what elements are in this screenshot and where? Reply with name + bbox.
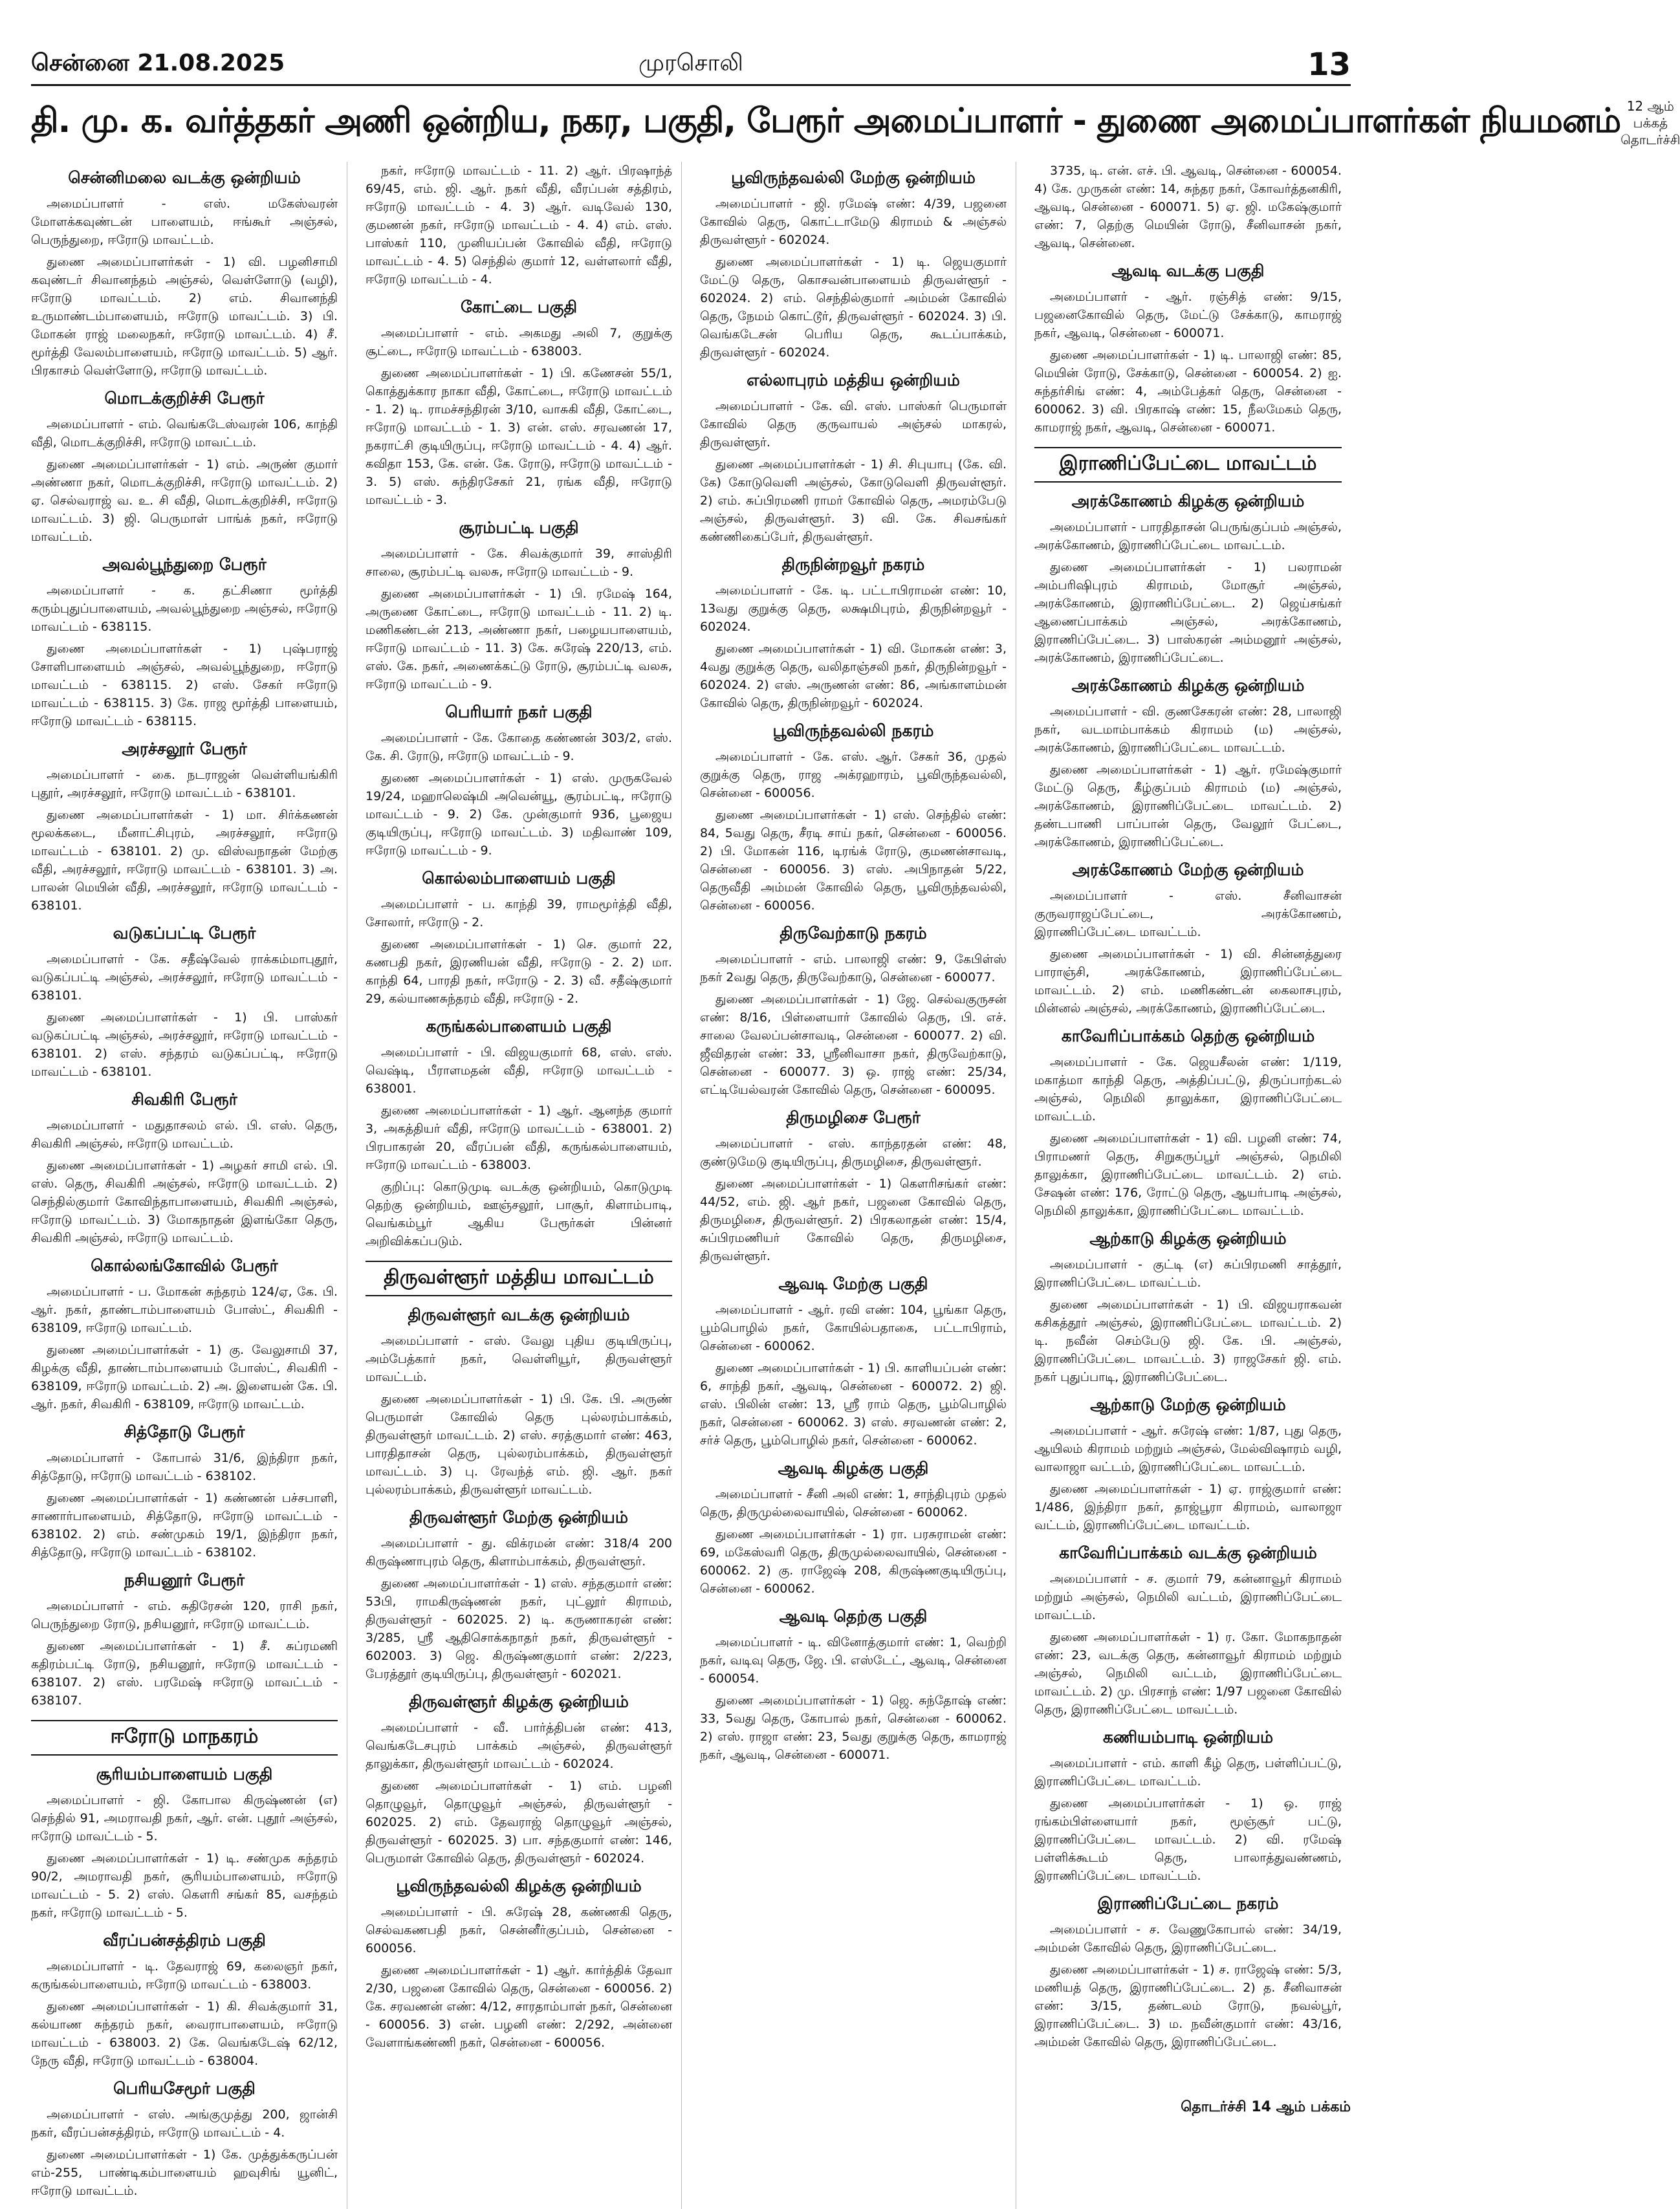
section	[1034, 492, 1342, 667]
section-heading: ஆவடி மேற்கு பகுதி	[778, 1274, 928, 1293]
section-heading: வீரப்பன்சத்திரம் பகுதி	[103, 1931, 266, 1950]
section-heading: சென்னிமலை வடக்கு ஒன்றியம்	[68, 168, 301, 187]
paragraph: துணை அமைப்பாளர்கள் - 1) செ. குமார் 22, கணபதி நகர், இரணியன் வீதி, ஈரோடு - 2. 2) மா. காந்தி 64, பாரதி நகர், ஈரோடு - 2. 3) வீ. சதீஷ்குமார் 29, கல்யாணசுந்தரம் வீதி, ஈரோடு - 2.	[365, 937, 672, 1006]
paragraph: அமைப்பாளர் - கே. வி. எஸ். பாஸ்கர் பெருமாள் கோவில் தெரு குருவாயல் அஞ்சல் மாகரல், திருவள்ளூர்.	[700, 399, 1007, 450]
section	[365, 162, 672, 288]
masthead	[31, 45, 1351, 86]
paragraph: துணை அமைப்பாளர்கள் - 1) ச. ராஜேஷ் எண்: 5/3, மணியத் தெரு, இராணிப்பேட்டை. 2) த. சீனிவாசன் எண்: 3/15, தண்டலம் ரோடு, நவல்பூர், இராணிப்பேட்டை. 3) ம. நவீன்குமார் எண்: 43/16, அம்மன் கோவில் தெரு, இராணிப்பேட்டை.	[1034, 1963, 1342, 2049]
paragraph: அமைப்பாளர் - ப. காந்தி 39, ராமமூர்த்தி வீதி, சோலார், ஈரோடு - 2.	[365, 897, 672, 930]
section-heading: ஆவடி தெற்கு பகுதி	[779, 1607, 928, 1626]
section	[1034, 447, 1342, 483]
paragraph: துணை அமைப்பாளர்கள் - 1) வி. பழனிசாமி கவுண்டர் சிவானந்தம் அஞ்சல், வெள்ளோடு (வழி), ஈரோடு மாவட்டம். 2) எம். சிவானந்தி உருமாண்டம்பாளையம், ஈரோடு மாவட்டம். 3) பி. மோகன் ராஜ் மலைநகர், ஈரோடு மாவட்டம். 4) சீ. மூர்த்தி வேலம்பாளையம், ஈரோடு மாவட்டம். 5) ஆர். பிரகாசம் வெள்ளோடு, ஈரோடு மாவட்டம்.	[31, 255, 338, 378]
paragraph: துணை அமைப்பாளர்கள் - 1) எம். பழனி தொழுவூர், தொழுவூர் அஞ்சல், திருவள்ளூர் - 602025. 2) எம். தேவராஜ் தொழுவூர் அஞ்சல், திருவள்ளூர் - 602025. 3) பா. சந்தகுமார் எண்: 146, பெருமாள் கோவில் தெரு, திருவள்ளூர் - 602024.	[365, 1779, 672, 1866]
paragraph: துணை அமைப்பாளர்கள் - 1) கி. சிவக்குமார் 31, கல்யாண சுந்தரம் நகர், வைராபாளையம், ஈரோடு மாவட்டம் - 638003. 2) கே. வெங்கடேஷ் 62/12, நேரு வீதி, ஈரோடு மாவட்டம் - 638004.	[31, 1999, 338, 2068]
paragraph: அமைப்பாளர் - ச. குமார் 79, கன்னாவூர் கிராமம் மற்றும் அஞ்சல், நெமிலி வட்டம், இராணிப்பேட்டை மாவட்டம்.	[1034, 1572, 1342, 1622]
section-heading: ஆற்காடு கிழக்கு ஒன்றியம்	[1089, 1229, 1287, 1248]
paragraph: துணை அமைப்பாளர்கள் - 1) ஆர். ஆனந்த குமார் 3, அகத்தியர் வீதி, ஈரோடு மாவட்டம் - 638001. 2) பிரபாகரன் 20, வீரப்பன் வீதி, கருங்கல்பாளையம், ஈரோடு மாவட்டம் - 638003.	[365, 1104, 672, 1172]
paragraph: துணை அமைப்பாளர்கள் - 1) புஷ்பராஜ் சோளிபாளையம் அஞ்சல், அவல்பூந்துறை, ஈரோடு மாவட்டம் - 638115. 2) எஸ். சேகர் ஈரோடு மாவட்டம் - 638115. 3) கே. ராஜ மூர்த்தி பாளையம், ஈரோடு மாவட்டம் - 638115.	[31, 642, 338, 728]
section	[1034, 1543, 1342, 1719]
section-heading: கோட்டை பகுதி	[460, 298, 578, 316]
section	[31, 1720, 338, 1756]
paragraph: அமைப்பாளர் - து. விக்ரமன் எண்: 318/4 200 கிருஷ்ணாபுரம் தெரு, கிளாம்பாக்கம், திருவள்ளூர்.	[365, 1536, 672, 1569]
section-heading: காவேரிப்பாக்கம் தெற்கு ஒன்றியம்	[1061, 1027, 1315, 1045]
section-heading: கணியம்பாடி ஒன்றியம்	[1102, 1728, 1274, 1747]
paragraph: குறிப்பு: கொடுமுடி வடக்கு ஒன்றியம், கொடுமுடி தெற்கு ஒன்றியம், ஊஞ்சலூர், பாசூர், கிளாம்பாடி, வெங்கம்பூர் ஆகிய பேரூர்கள் பின்னர் அறிவிக்கப்படும்.	[365, 1180, 672, 1248]
column-4	[1034, 162, 1351, 2209]
section-heading: ஆவடி வடக்கு பகுதி	[1111, 261, 1265, 280]
paragraph: அமைப்பாளர் - ஜி. கோபால கிருஷ்ணன் (எ) செந்தில் 91, அமராவதி நகர், ஆர். என். புதூர் அஞ்சல், ஈரோடு மாவட்டம் - 5.	[31, 1793, 338, 1844]
section	[365, 869, 672, 1008]
section	[700, 924, 1007, 1099]
paragraph: அமைப்பாளர் - குட்டி (எ) சுப்பிரமணி சாத்தூர், இராணிப்பேட்டை மாவட்டம்.	[1034, 1257, 1342, 1290]
section-heading: திருவள்ளூர் கிழக்கு ஒன்றியம்	[409, 1692, 629, 1711]
headline-title: தி. மு. க. வர்த்தகர் அணி ஒன்றிய, நகர, பகுதி, பேரூர் அமைப்பாளர் - துணை அமைப்பாளர்கள் நியமனம்	[31, 101, 1621, 140]
section-heading: திருவள்ளூர் மேற்கு ஒன்றியம்	[409, 1508, 628, 1527]
section-heading: காவேரிப்பாக்கம் வடக்கு ஒன்றியம்	[1059, 1543, 1317, 1562]
section	[365, 1261, 672, 1296]
section-heading: கொல்லம்பாளையம் பகுதி	[422, 869, 616, 887]
section-heading: இராணிப்பேட்டை நகரம்	[1097, 1894, 1279, 1913]
section-heading: திருமழிசை பேரூர்	[786, 1108, 921, 1127]
paragraph: அமைப்பாளர் - மதுதாசலம் எல். பி. எஸ். தெரு, சிவகிரி அஞ்சல், ஈரோடு மாவட்டம்.	[31, 1118, 338, 1151]
paragraph: அமைப்பாளர் - டி. தேவராஜ் 69, கலைஞர் நகர், கருங்கல்பாளையம், ஈரோடு மாவட்டம் - 638003.	[31, 1959, 338, 1992]
paragraph: துணை அமைப்பாளர்கள் - 1) ஒ. ராஜ் ரங்கம்பிள்ளையார் நகர், மூஞ்சூர் பட்டு, இராணிப்பேட்டை மாவட்டம். 2) வி. ரமேஷ் பள்ளிக்கூடம் தெரு, பாலாத்துவண்ணம், இராணிப்பேட்டை மாவட்டம்.	[1034, 1796, 1342, 1883]
paragraph: அமைப்பாளர் - க. தட்சிணா மூர்த்தி கரும்புதுப்பாளையம், அவல்பூந்துறை அஞ்சல், ஈரோடு மாவட்டம் - 638115.	[31, 583, 338, 634]
paragraph: துணை அமைப்பாளர்கள் - 1) எம். அருண் குமார் அண்ணா நகர், மொடக்குறிச்சி, ஈரோடு மாவட்டம். 2) ஏ. செல்வராஜ் வ. உ. சி வீதி, மொடக்குறிச்சி, ஈரோடு மாவட்டம். 3) ஜி. பெருமாள் பாங்க் நகர், ஈரோடு மாவட்டம்.	[31, 457, 338, 544]
paragraph: அமைப்பாளர் - கே. எஸ். ஆர். சேகர் 36, முதல் குறுக்கு தெரு, ராஜ அக்ரஹாரம், பூவிருந்தவல்லி, சென்னை - 600056.	[700, 750, 1007, 800]
paragraph: அமைப்பாளர் - ஆர். சுரேஷ் எண்: 1/87, புது தெரு, ஆயிலம் கிராமம் மற்றும் அஞ்சல், மேல்விஷாரம் வழி, வாலாஜா வட்டம், இராணிப்பேட்டை மாவட்டம்.	[1034, 1424, 1342, 1474]
paragraph: துணை அமைப்பாளர்கள் - 1) பி. பாஸ்கர் வடுகப்பட்டி அஞ்சல், அரச்சலூர், ஈரோடு மாவட்டம் - 638101. 2) எஸ். சந்தரம் வடுகப்பட்டி, ஈரோடு மாவட்டம் - 638101.	[31, 1010, 338, 1079]
paragraph: அமைப்பாளர் - எம். பாலாஜி எண்: 9, கேபிள்ஸ் நகர் 2வது தெரு, திருவேற்காடு, சென்னை - 600077.	[700, 952, 1007, 985]
section	[1034, 1894, 1342, 2051]
paragraph: அமைப்பாளர் - ப. மோகன் சுந்தரம் 124/ஏ, கே. பி. ஆர். நகர், தாண்டாம்பாளையம் போஸ்ட், சிவகிரி - 638109, ஈரோடு மாவட்டம்.	[31, 1285, 338, 1335]
headline	[31, 97, 1680, 149]
section	[700, 1108, 1007, 1265]
section	[365, 1305, 672, 1499]
paragraph: அமைப்பாளர் - ஜி. ரமேஷ் எண்: 4/39, பஜனை கோவில் தெரு, கொட்டாமேடு கிராமம் & அஞ்சல் திருவள்ளூர் - 602024.	[700, 197, 1007, 247]
paragraph: துணை அமைப்பாளர்கள் - 1) வி. சின்னத்துரை பாராஞ்சி, அரக்கோணம், இராணிப்பேட்டை மாவட்டம். 2) எம். மணிகண்டன் கைலாசபுரம், மின்னல் அஞ்சல், அரக்கோணம், இராணிப்பேட்டை.	[1034, 947, 1342, 1016]
column-1	[31, 162, 347, 2209]
section	[31, 168, 338, 380]
paragraph: அமைப்பாளர் - கே. சதீஷ்வேல் ராக்கம்மாபுதூர், வடுகப்பட்டி அஞ்சல், அரச்சலூர், ஈரோடு மாவட்டம் - 638101.	[31, 952, 338, 1003]
section	[31, 739, 338, 915]
paragraph: துணை அமைப்பாளர்கள் - 1) பலராமன் அம்பரிஷிபுரம் கிராமம், மோசூர் அஞ்சல், அரக்கோணம், இராணிப்பேட்டை. 2) ஜெய்சங்கர் ஆணைப்பாக்கம் அஞ்சல், அரக்கோணம், இராணிப்பேட்டை. 3) பாஸ்கரன் அம்மனூர் அஞ்சல், அரக்கோணம், இராணிப்பேட்டை.	[1034, 560, 1342, 665]
date-line: சென்னை 21.08.2025	[31, 50, 285, 76]
section	[700, 168, 1007, 362]
column-3	[700, 162, 1016, 2209]
paragraph: துணை அமைப்பாளர்கள் - 1) எஸ். சந்தகுமார் எண்: 53பி, ராமகிருஷ்ணன் நகர், புட்லூர் கிராமம், திருவள்ளூர் - 602025. 2) டி. கருணாகரன் எண்: 3/285, ஸ்ரீ ஆதிசொக்கநாதர் நகர், திருவள்ளூர் - 602003. 3) ஜெ. கிருஷ்ணகுமார் எண்: 2/223, பேரத்தூர் குடியிருப்பு, திருவள்ளூர் - 602021.	[365, 1576, 672, 1681]
section	[31, 1571, 338, 1710]
section	[365, 298, 672, 509]
section-heading: பூவிருந்தவல்லி நகரம்	[772, 721, 934, 740]
paragraph: அமைப்பாளர் - ஆர். ரஞ்சித் எண்: 9/15, பஜனைகோவில் தெரு, மேட்டு சேக்காடு, காமராஜ் நகர், ஆவடி, சென்னை - 600071.	[1034, 290, 1342, 340]
paragraph: அமைப்பாளர் - கே. ஜெயசீலன் எண்: 1/119, மகாத்மா காந்தி தெரு, அத்திப்பட்டு, திருப்பாற்கடல் அஞ்சல், நெமிலி தாலுக்கா, இராணிப்பேட்டை மாவட்டம்.	[1034, 1055, 1342, 1124]
section-heading: நசியனூர் பேரூர்	[124, 1571, 245, 1589]
paragraph: அமைப்பாளர் - டி. வினோத்குமார் எண்: 1, வெற்றி நகர், வடிவு தெரு, ஜே. பி. எஸ்டேட், ஆவடி, சென்னை - 600054.	[700, 1635, 1007, 1686]
paragraph: துணை அமைப்பாளர்கள் - 1) வி. பழனி எண்: 74, பிராமணர் தெரு, சிறுகருப்பூர் அஞ்சல், நெமிலி தாலுக்கா, இராணிப்பேட்டை மாவட்டம். 2) எம். சேஷன் எண்: 176, ரோட்டு தெரு, ஆயர்பாடி அஞ்சல், நெமிலி தாலுக்கா, இராணிப்பேட்டை மாவட்டம்.	[1034, 1131, 1342, 1218]
paragraph: அமைப்பாளர் - கை. நடராஜன் வெள்ளியங்கிரி புதூர், அரச்சலூர், ஈரோடு மாவட்டம் - 638101.	[31, 768, 338, 800]
section	[365, 518, 672, 693]
section	[365, 1692, 672, 1867]
section	[1034, 162, 1342, 252]
paragraph: அமைப்பாளர் - பாரதிதாசன் பெருங்குப்பம் அஞ்சல், அரக்கோணம், இராணிப்பேட்டை மாவட்டம்.	[1034, 520, 1342, 552]
section-heading: திருவேற்காடு நகரம்	[780, 924, 927, 942]
paragraph: துணை அமைப்பாளர்கள் - 1) மா. சிர்க்கணன் மூலக்கடை, மீனாட்சிபுரம், அரச்சலூர், ஈரோடு மாவட்டம் - 638101. 2) மு. விஸ்வநாதன் மேற்கு வீதி, அரச்சலூர், ஈரோடு மாவட்டம் - 638101. 3) அ. பாலன் மெயின் வீதி, அரச்சலூர், ஈரோடு மாவட்டம் - 638101.	[31, 808, 338, 913]
section	[1034, 1395, 1342, 1534]
section	[1034, 261, 1342, 437]
paragraph: துணை அமைப்பாளர்கள் - 1) டி. ஜெயகுமார் மேட்டு தெரு, கொசவன்பாளையம் திருவள்ளூர் - 602024. 2) எம். செந்தில்குமார் அம்மன் கோவில் தெரு, நேமம் கொட்டூர், திருவள்ளூர் - 602024. 3) பி. வெங்கடேசன் பெரிய தெரு, கூடப்பாக்கம், திருவள்ளூர் - 602024.	[700, 255, 1007, 360]
section-heading: ஆற்காடு மேற்கு ஒன்றியம்	[1090, 1395, 1286, 1414]
paragraph: துணை அமைப்பாளர்கள் - 1) ர. கோ. மோகநாதன் எண்: 23, வடக்கு தெரு, கன்னாவூர் கிராமம் மற்றும் அஞ்சல், நெமிலி வட்டம், இராணிப்பேட்டை மாவட்டம். 2) மு. பிரசாந் எண்: 1/97 பஜனை கோவில் தெரு, இராணிப்பேட்டை மாவட்டம்.	[1034, 1630, 1342, 1717]
section-heading: அரக்கோணம் கிழக்கு ஒன்றியம்	[1071, 676, 1305, 695]
section-heading: அரக்கோணம் கிழக்கு ஒன்றியம்	[1071, 492, 1305, 510]
district-heading: திருவள்ளூர் மத்திய மாவட்டம்	[365, 1261, 672, 1296]
section	[700, 1459, 1007, 1598]
paper-name: முரசொலி	[638, 50, 743, 76]
section	[31, 924, 338, 1081]
section-heading: எல்லாபுரம் மத்திய ஒன்றியம்	[747, 371, 960, 389]
paragraph: துணை அமைப்பாளர்கள் - 1) டி. சண்முக சுந்தரம் 90/2, அமராவதி நகர், சூரியம்பாளையம், ஈரோடு மாவட்டம் - 5. 2) எஸ். கௌரி சங்கர் 85, வசந்தம் நகர், ஈரோடு மாவட்டம் - 5.	[31, 1851, 338, 1920]
paragraph: துணை அமைப்பாளர்கள் - 1) எஸ். முருகவேல் 19/24, மஹாலெஷ்மி அவென்யூ, சூரம்பட்டி, ஈரோடு மாவட்டம் - 9. 2) கே. முன்குமார் 936, பூஜைய குடியிருப்பு, ஈரோடு மாவட்டம். 3) மதிவாண் 109, ஈரோடு மாவட்டம் - 9.	[365, 771, 672, 858]
page-number: 13	[1307, 47, 1351, 83]
paragraph: அமைப்பாளர் - வி. குணசேகரன் எண்: 28, பாலாஜி நகர், வடமாம்பாக்கம் கிராமம் (ம) அஞ்சல், அரக்கோணம், இராணிப்பேட்டை மாவட்டம்.	[1034, 704, 1342, 755]
section	[1034, 1027, 1342, 1220]
paragraph: துணை அமைப்பாளர்கள் - 1) ஏ. ராஜ்குமார் எண்: 1/486, இந்திரா நகர், தாஜ்பூரா கிராமம், வாலாஜா வட்டம், இராணிப்பேட்டை மாவட்டம்.	[1034, 1482, 1342, 1532]
paragraph: அமைப்பாளர் - கே. கோதை கண்ணன் 303/2, எஸ். கே. சி. ரோடு, ஈரோடு மாவட்டம் - 9.	[365, 731, 672, 763]
paragraph: அமைப்பாளர் - எம். காளி கீழ் தெரு, பள்ளிப்பட்டு, இராணிப்பேட்டை மாவட்டம்.	[1034, 1756, 1342, 1789]
paragraph: அமைப்பாளர் - ச. வேணுகோபால் எண்: 34/19, அம்மன் கோவில் தெரு, இராணிப்பேட்டை.	[1034, 1922, 1342, 1955]
section-heading: சிவகிரி பேரூர்	[131, 1090, 237, 1109]
paragraph: அமைப்பாளர் - வீ. பார்த்திபன் எண்: 413, வெங்கடேசபுரம் பாக்கம் அஞ்சல், திருவள்ளூர் தாலுக்கா, திருவள்ளூர் மாவட்டம் - 602024.	[365, 1721, 672, 1771]
section	[31, 1090, 338, 1247]
section	[700, 555, 1007, 712]
paragraph: அமைப்பாளர் - எம். சுதிரேசன் 120, ராசி நகர், பெருந்துறை ரோடு, நசியனூர், ஈரோடு மாவட்டம்.	[31, 1599, 338, 1631]
paragraph: அமைப்பாளர் - எஸ். சீனிவாசன் குருவராஜப்பேட்டை, அரக்கோணம், இராணிப்பேட்டை மாவட்டம்.	[1034, 889, 1342, 939]
section	[365, 1017, 672, 1250]
section-heading: அரச்சலூர் பேரூர்	[122, 739, 247, 758]
paragraph: அமைப்பாளர் - கே. டி. பட்டாபிராமன் எண்: 10, 13வது குறுக்கு தெரு, லக்ஷமிபுரம், திருநின்றவூர் - 602024.	[700, 583, 1007, 634]
section-heading: மொடக்குறிச்சி பேரூர்	[104, 389, 265, 408]
section	[31, 389, 338, 546]
paragraph: துணை அமைப்பாளர்கள் - 1) ஜெ. சுந்தோஷ் எண்: 33, 5வது தெரு, கோபால் நகர், சென்னை - 600062. 2) எஸ். ராஜா எண்: 23, 5வது குறுக்கு தெரு, காமராஜ் நகர், ஆவடி, சென்னை - 600071.	[700, 1693, 1007, 1762]
paragraph: துணை அமைப்பாளர்கள் - 1) பி. காளியப்பன் எண்: 6, சாந்தி நகர், ஆவடி, சென்னை - 600072. 2) ஜி. எஸ். பிலின் எண்: 13, ஸ்ரீ ராம் தெரு, பூம்பொழில் நகர், சென்னை - 600062. 3) எஸ். சரவணன் எண்: 2, சர்ச் தெரு, பூம்பொழில் நகர், சென்னை - 600062.	[700, 1361, 1007, 1448]
section-heading: சூரியம்பாளையம் பகுதி	[96, 1765, 273, 1783]
paragraph: துணை அமைப்பாளர்கள் - 1) டி. பாலாஜி எண்: 85, மெயின் ரோடு, சேக்காடு, சென்னை - 600054. 2) ஐ. சுந்தர்சிங் எண்: 4, அம்பேத்கர் தெரு, சென்னை - 600062. 3) வி. பிரகாஷ் எண்: 15, நீலமேகம் தெரு, காமராஜ் நகர், ஆவடி, சென்னை - 600071.	[1034, 348, 1342, 435]
section-heading: கருங்கல்பாளையம் பகுதி	[426, 1017, 612, 1036]
paragraph: துணை அமைப்பாளர்கள் - 1) எஸ். செந்தில் எண்: 84, 5வது தெரு, சீரடி சாய் நகர், சென்னை - 600056. 2) பி. மோகன் 116, டிரங்க் ரோடு, குமணன்சாவடி, சென்னை - 600056. 3) எஸ். அபிநாதன் 5/22, தெருவீதி அம்மன் கோவில் தெரு, பூவிருந்தவல்லி, சென்னை - 600056.	[700, 808, 1007, 913]
paragraph: துணை அமைப்பாளர்கள் - 1) அழகர் சாமி எல். பி. எஸ். தெரு, சிவகிரி அஞ்சல், ஈரோடு மாவட்டம். 2) செந்தில்குமார் கோவிந்தாபாளையம், சிவகிரி அஞ்சல், ஈரோடு மாவட்டம். 3) மோகநாதன் இளங்கோ தெரு, சிவகிரி அஞ்சல், ஈரோடு மாவட்டம்.	[31, 1159, 338, 1245]
section-heading: ஆவடி கிழக்கு பகுதி	[778, 1459, 929, 1477]
section	[700, 1607, 1007, 1764]
section	[31, 1931, 338, 2070]
paragraph: துணை அமைப்பாளர்கள் - 1) பி. கணேசன் 55/1, கொத்துக்கார நாகா வீதி, கோட்டை, ஈரோடு மாவட்டம் - 1. 2) டி. ராமச்சந்திரன் 3/10, வாசுகி வீதி, கோட்டை, ஈரோடு மாவட்டம் - 1. 3) என். எஸ். சரவணன் 17, நகராட்சி குடியிருப்பு, ஈரோடு மாவட்டம் - 4. 4) ஆர். கவிதா 153, கே. என். கே. ரோடு, ஈரோடு மாவட்டம் - 3. 5) எஸ். சுந்திரசேகர் 21, ரங்க வீதி, ஈரோடு மாவட்டம் - 3.	[365, 366, 672, 507]
district-heading: இராணிப்பேட்டை மாவட்டம்	[1034, 447, 1342, 483]
section-heading: பெரியசேமூர் பகுதி	[113, 2079, 256, 2098]
paragraph: அமைப்பாளர் - பி. விஜயகுமார் 68, எஸ். எஸ். வெஷ்டி, பீராளமதன் வீதி, ஈரோடு மாவட்டம் - 638001.	[365, 1045, 672, 1096]
section-heading: அவல்பூந்துறை பேரூர்	[102, 555, 267, 574]
section	[31, 1765, 338, 1922]
section-heading: பூவிருந்தவல்லி கிழக்கு ஒன்றியம்	[396, 1877, 642, 1895]
paragraph: அமைப்பாளர் - எம். அகமது அலி 7, குறுக்கு சூட்டை, ஈரோடு மாவட்டம் - 638003.	[365, 326, 672, 358]
section-heading: சித்தோடு பேரூர்	[124, 1422, 245, 1441]
section-heading: கொல்லங்கோவில் பேரூர்	[91, 1256, 278, 1275]
paragraph: 3735, டி. என். எச். பி. ஆவடி, சென்னை - 600054. 4) கே. முருகன் எண்: 14, சுந்தர நகர், கோவர்த்தனகிரி, ஆவடி, சென்னை - 600071. 5) ஏ. ஜி. மகேஷ்குமார் எண்: 7, தெற்கு மெயின் ரோடு, சீனிவாசன் நகர், ஆவடி, சென்னை.	[1034, 164, 1342, 250]
paragraph: அமைப்பாளர் - எஸ். வேலு புதிய குடியிருப்பு, அம்பேத்கார் நகர், வெள்ளியூர், திருவள்ளூர் மாவட்டம்.	[365, 1334, 672, 1384]
section-heading: திருவள்ளூர் வடக்கு ஒன்றியம்	[408, 1305, 630, 1324]
district-heading: ஈரோடு மாநகரம்	[31, 1720, 338, 1756]
section	[31, 1422, 338, 1562]
paragraph: துணை அமைப்பாளர்கள் - 1) பி. கே. பி. அருண் பெருமாள் கோவில் தெரு புல்லரம்பாக்கம், திருவள்ளூர் மாவட்டம். 2) எஸ். சரத்குமார் எண்: 463, பாரதிதாசன் தெரு, புல்லரம்பாக்கம், திருவள்ளூர் மாவட்டம். 3) பு. ரேவந்த் எம். ஜி. ஆர். நகர் புல்லரம்பாக்கம், திருவள்ளூர் மாவட்டம்.	[365, 1392, 672, 1497]
paragraph: துணை அமைப்பாளர்கள் - 1) ஜே. செல்வகுருசன் எண்: 8/16, பிள்ளையார் கோவில் தெரு, பி. எச். சாலை வேலப்பன்சாவடி, சென்னை - 600077. 2) வி. ஜீவிதரன் எண்: 33, ஸ்ரீனிவாசா நகர், திருவேற்காடு, சென்னை - 600077. 3) ஒ. ராஜ் எண்: 25/34, எட்டியேல்வரன் கோவில் தெரு, சென்னை - 600095.	[700, 992, 1007, 1097]
section	[365, 1508, 672, 1683]
section-heading: சூரம்பட்டி பகுதி	[459, 518, 579, 537]
column-2	[365, 162, 682, 2209]
section	[700, 1274, 1007, 1450]
section	[365, 1877, 672, 2052]
paragraph: துணை அமைப்பாளர்கள் - 1) பி. ரமேஷ் 164, அருணை கோட்டை, ஈரோடு மாவட்டம் - 11. 2) டி. மணிகண்டன் 213, அண்ணா நகர், பழையபாளையம், ஈரோடு மாவட்டம் - 11. 3) கே. சுரேஷ் 220/13, எம். எஸ். கே. நகர், அணைக்கட்டு ரோடு, சூரம்பட்டி வலசு, ஈரோடு மாவட்டம் - 9.	[365, 587, 672, 691]
paragraph: துணை அமைப்பாளர்கள் - 1) சி. சிபுயாபு (கே. வி. கே) கோடுவெளி அஞ்சல், கோடுவெளி திருவள்ளூர். 2) எம். சுப்பிரமணி ராமர் கோவில் தெரு, அமரம்பேடு அஞ்சல், திருவள்ளூர். 3) வி. கே. சிவசங்கர் கண்ணிகைப்பேர், திருவள்ளூர்.	[700, 457, 1007, 544]
paragraph: அமைப்பாளர் - பி. சுரேஷ் 28, கண்ணகி தெரு, செல்வகணபதி நகர், சென்னீர்குப்பம், சென்னை - 600056.	[365, 1905, 672, 1955]
paragraph: அமைப்பாளர் - எம். வெங்கடேஸ்வரன் 106, காந்தி வீதி, மொடக்குறிச்சி, ஈரோடு மாவட்டம்.	[31, 417, 338, 450]
section	[700, 721, 1007, 915]
section	[365, 702, 672, 860]
paragraph: துணை அமைப்பாளர்கள் - 1) கே. முத்துக்கருப்பன் எம்-255, பாண்டிகம்பாளையம் ஹவுசிங் யூனிட், ஈரோடு மாவட்டம்.	[31, 2148, 338, 2198]
paragraph: நகர், ஈரோடு மாவட்டம் - 11. 2) ஆர். பிரஷாந்த் 69/45, எம். ஜி. ஆர். நகர் வீதி, வீரப்பன் சத்திரம், ஈரோடு மாவட்டம் - 4. 3) ஆர். வடிவேல் 130, குமணன் நகர், ஈரோடு மாவட்டம் - 4. 4) எம். எஸ். பாஸ்கர் 110, முனியப்பன் கோவில் வீதி, ஈரோடு மாவட்டம் - 4. 5) செந்தில் குமார் 12, வள்ளலார் வீதி, ஈரோடு மாவட்டம் - 4.	[365, 164, 672, 287]
paragraph: அமைப்பாளர் - கோபால் 31/6, இந்திரா நகர், சித்தோடு, ஈரோடு மாவட்டம் - 638102.	[31, 1451, 338, 1483]
paragraph: துணை அமைப்பாளர்கள் - 1) கௌரிசங்கர் எண்: 44/52, எம். ஜி. ஆர் நகர், பஜனை கோவில் தெரு, திருமழிசை, திருவள்ளூர். 2) பிரகலாதன் எண்: 15/4, சுப்பிரமணியர் கோவில் தெரு, திருமழிசை, திருவள்ளூர்.	[700, 1177, 1007, 1263]
paragraph: அமைப்பாளர் - எஸ். காந்தரதன் எண்: 48, குண்டுமேடு குடியிருப்பு, திருமழிசை, திருவள்ளூர்.	[700, 1137, 1007, 1169]
section	[1034, 676, 1342, 851]
paragraph: அமைப்பாளர் - எஸ். மகேஸ்வரன் மோளக்கவுண்டன் பாளையம், ஈங்கூர் அஞ்சல், பெருந்துறை, ஈரோடு மாவட்டம்.	[31, 197, 338, 247]
paragraph: அமைப்பாளர் - சீனி அலி எண்: 1, சாந்திபுரம் முதல் தெரு, திருமுல்லைவாயில், சென்னை - 600062.	[700, 1487, 1007, 1519]
section	[31, 1256, 338, 1413]
section	[31, 555, 338, 730]
paragraph: அமைப்பாளர் - கே. சிவக்குமார் 39, சாஸ்திரி சாலை, சூரம்பட்டி வலசு, ஈரோடு மாவட்டம் - 9.	[365, 547, 672, 579]
paragraph: துணை அமைப்பாளர்கள் - 1) பி. விஜயராகவன் கசிகத்தூர் அஞ்சல், இராணிப்பேட்டை மாவட்டம். 2) டி. நவீன் செம்பேடு ஜி. கே. பி. அஞ்சல், இராணிப்பேட்டை மாவட்டம். 3) ராஜசேகர் ஜி. எம். நகர் புதுப்பாடி, இராணிப்பேட்டை.	[1034, 1298, 1342, 1384]
section-heading: பெரியார் நகர் பகுதி	[445, 702, 593, 721]
paragraph: துணை அமைப்பாளர்கள் - 1) சீ. சுப்ரமணி கதிரம்பட்டி ரோடு, நசியனூர், ஈரோடு மாவட்டம் - 638107. 2) எஸ். பரமேஷ் ஈரோடு மாவட்டம் - 638107.	[31, 1639, 338, 1708]
section-heading: அரக்கோணம் மேற்கு ஒன்றியம்	[1072, 860, 1304, 879]
section-heading: திருநின்றவூர் நகரம்	[781, 555, 925, 574]
section-heading: பூவிருந்தவல்லி மேற்கு ஒன்றியம்	[731, 168, 976, 187]
paragraph: துணை அமைப்பாளர்கள் - 1) கண்ணன் பச்சபாளி, சாணார்பாளையம், சித்தோடு, ஈரோடு மாவட்டம் - 638102. 2) எம். சண்முகம் 19/1, இந்திரா நகர், சித்தோடு, ஈரோடு மாவட்டம் - 638102.	[31, 1491, 338, 1560]
section	[1034, 1229, 1342, 1386]
section-heading: வடுகப்பட்டி பேரூர்	[113, 924, 256, 942]
paragraph: அமைப்பாளர் - ஆர். ரவி எண்: 104, பூங்கா தெரு, பூம்பொழில் நகர், கோயில்பதாகை, பட்டாபிராம், சென்னை - 600062.	[700, 1303, 1007, 1353]
paragraph: துணை அமைப்பாளர்கள் - 1) ஆர். ரமேஷ்குமார் மேட்டு தெரு, கீழ்குப்பம் கிராமம் (ம) அஞ்சல், அரக்கோணம், இராணிப்பேட்டை மாவட்டம். 2) தண்டபாணி பாப்பான் தெரு, வேலூர் பேட்டை, அரக்கோணம், இராணிப்பேட்டை.	[1034, 763, 1342, 849]
paragraph: துணை அமைப்பாளர்கள் - 1) ரா. பரசுராமன் எண்: 69, மகேஸ்வரி தெரு, திருமுல்லைவாயில், சென்னை - 600062. 2) கு. ராஜேஷ் 208, கிருஷ்ணகுடியிருப்பு, சென்னை - 600062.	[700, 1527, 1007, 1596]
paragraph: துணை அமைப்பாளர்கள் - 1) ஆர். கார்த்திக் தேவா 2/30, பஜனை கோவில் தெரு, சென்னை - 600056. 2) கே. சரவணன் எண்: 4/12, சாரதாம்பாள் நகர், சென்னை - 600056. 3) என். பழனி எண்: 2/292, அன்னை வேளாங்கண்ணி நகர், சென்னை - 600056.	[365, 1963, 672, 2050]
paragraph: அமைப்பாளர் - எஸ். அங்குமுத்து 200, ஜான்சி நகர், வீரப்பன்சத்திரம், ஈரோடு மாவட்டம் - 4.	[31, 2107, 338, 2140]
paragraph: துணை அமைப்பாளர்கள் - 1) கு. வேலுசாமி 37, கிழக்கு வீதி, தாண்டாம்பாளையம் போஸ்ட், சிவகிரி - 638109, ஈரோடு மாவட்டம். 2) அ. இளையன் கே. பி. ஆர். நகர், சிவகிரி - 638109, ஈரோடு மாவட்டம்.	[31, 1343, 338, 1411]
section	[31, 2079, 338, 2200]
section	[1034, 860, 1342, 1017]
continued-note: தொடர்ச்சி 14 ஆம் பக்கம்	[1181, 2099, 1351, 2115]
continuation-note: 12 ஆம் பக்கத் தொடர்ச்சி	[1620, 98, 1680, 147]
paragraph: துணை அமைப்பாளர்கள் - 1) வி. மோகன் எண்: 3, 4வது குறுக்கு தெரு, வலிதாஞ்சலி நகர், திருநின்றவூர் - 602024. 2) எஸ். அருணன் எண்: 86, அங்காளம்மன் கோவில் தெரு, திருநின்றவூர் - 602024.	[700, 642, 1007, 710]
section	[1034, 1728, 1342, 1885]
section	[700, 371, 1007, 546]
